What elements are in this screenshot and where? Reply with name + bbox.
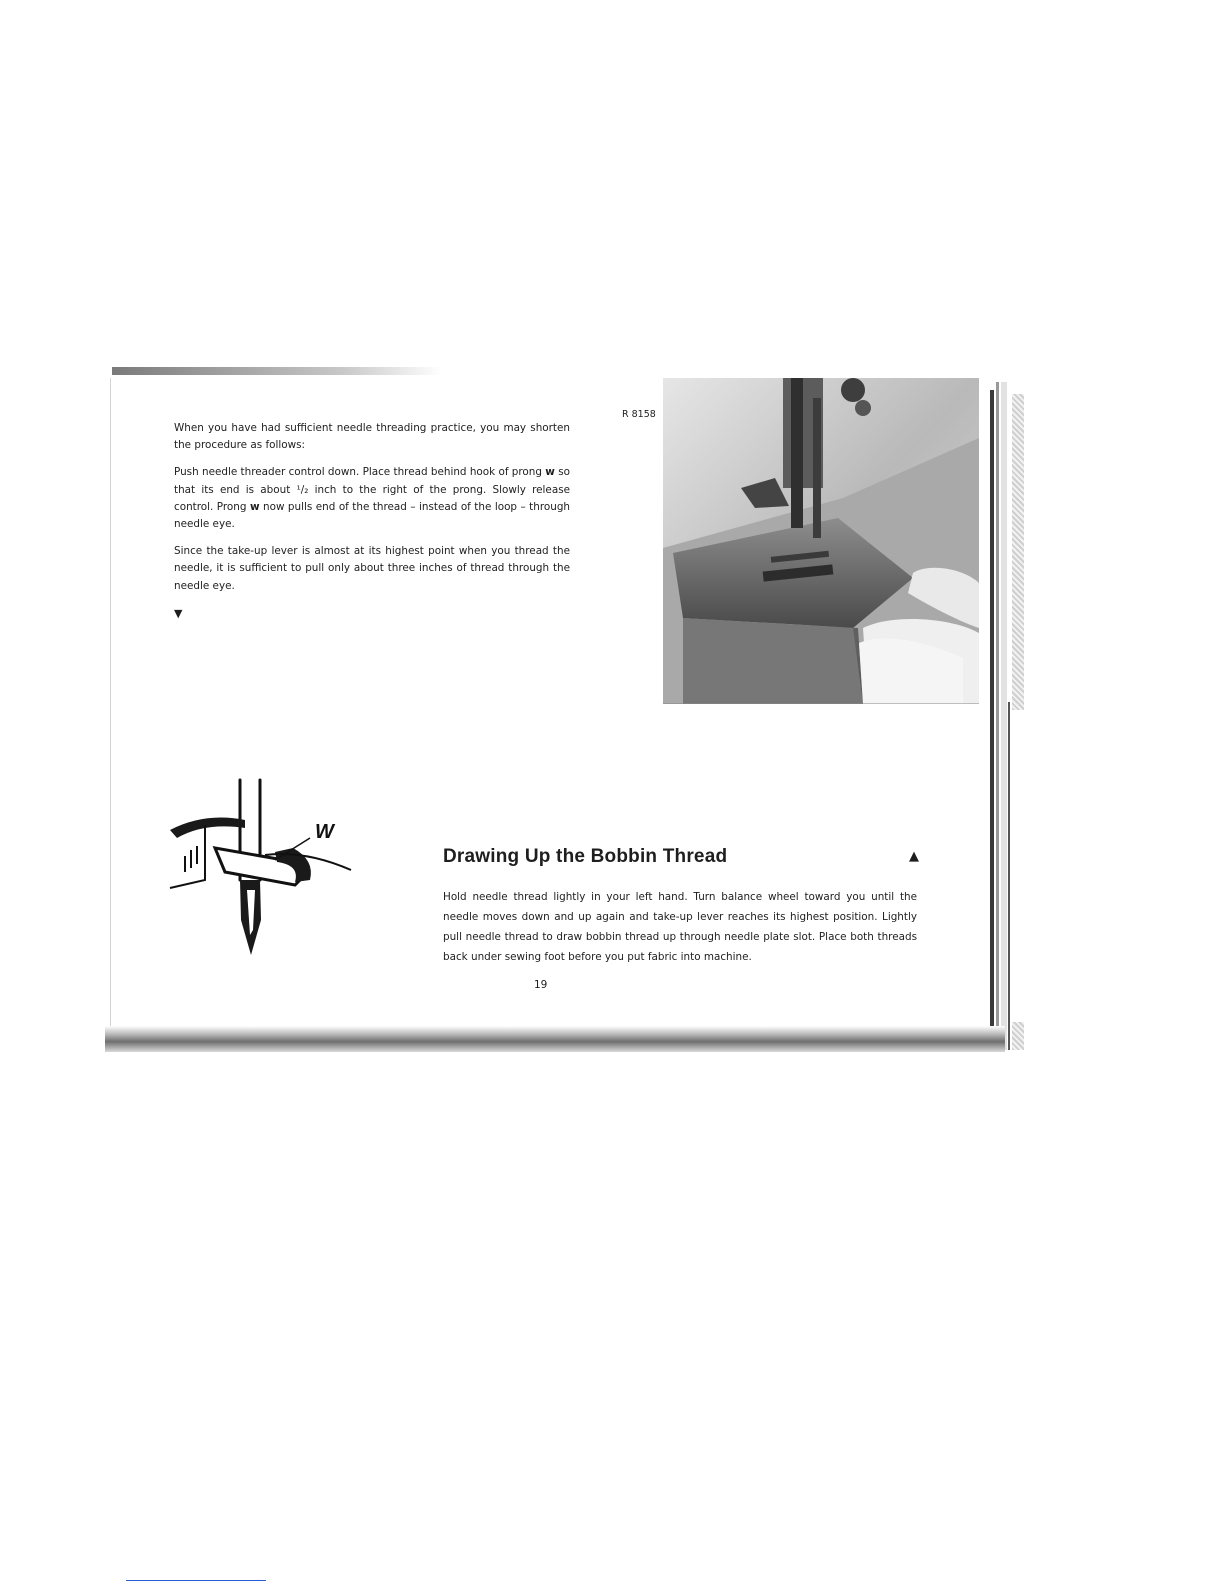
sewing-machine-photo <box>663 378 979 704</box>
section-heading-bobbin <box>443 846 919 874</box>
decorative-underline <box>126 1580 266 1581</box>
up-triangle-icon: ▲ <box>909 849 919 864</box>
prong-letter: w <box>545 466 555 479</box>
text-run: now pulls end of the thread – instead of the loop – through needle eye. <box>174 500 570 531</box>
bobbin-instructions: Hold needle thread lightly in your left hand. Turn balance wheel toward you until the needle moves down and up again and take-up lever reaches its highest position. Lightly pull needle thread to draw bobbin thread up through needle plate slot. Place both threads back under sewing foot before you put fabric into machine. <box>443 891 917 963</box>
fraction: ¹/₂ <box>296 483 309 496</box>
needle-threader-prong-diagram <box>165 770 365 960</box>
section-title: Drawing Up the Bobbin Thread <box>443 846 728 867</box>
prong-w-label: W <box>315 821 334 843</box>
text-run: Push needle threader control down. Place thread behind hook of prong <box>174 466 546 479</box>
paragraph-shorten-procedure: When you have had sufficient needle threading practice, you may shorten the procedure as follows: <box>174 422 570 452</box>
page-bottom-shadow <box>105 1026 1005 1052</box>
page-top-shadow <box>112 367 442 375</box>
paragraph-take-up-lever: Since the take-up lever is almost at its highest point when you thread the needle, it is sufficient to pull only about three inches of thread through the needle eye. <box>174 545 570 592</box>
text-run: inch to the right of the prong. Slowly release control. Prong <box>174 483 570 513</box>
text-run: so that its end is about <box>174 466 570 496</box>
paragraph-threader-steps <box>174 464 570 533</box>
down-triangle-icon: ▼ <box>174 606 183 620</box>
prong-letter: w <box>249 500 260 513</box>
instruction-column <box>174 420 570 622</box>
page-edge-stack <box>990 382 1028 1050</box>
photo-reference-label: R 8158 <box>622 409 656 420</box>
page-number: 19 <box>534 979 548 991</box>
